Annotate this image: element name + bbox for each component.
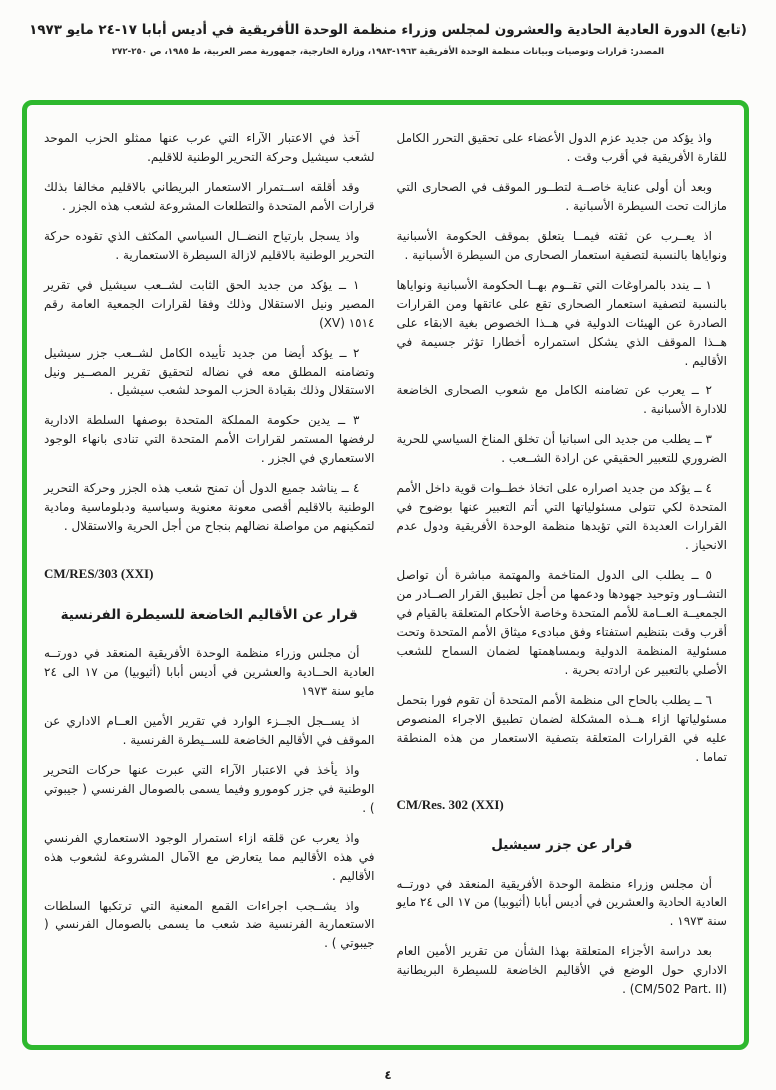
column-right [397,129,728,1027]
paragraph-numbered-4: ٤ ــ يناشد جميع الدول أن تمنح شعب هذه الجزر وحركة التحرير الوطنية بالاقليم أقصى معونة معنوية وسياسية ودبلوماسية ومادية لتمكينهم من مواصلة نضالهم بنجاح من أجل الحرية والاستقلال . [44,481,375,534]
paragraph: وبعد أن أولى عناية خاصــة لتطــور الموقف في الصحارى التي مازالت تحت السيطرة الأسبانية . [396,179,727,213]
paragraph: اذ يســجل الجــزء الوارد في تقرير الأمين العــام الاداري عن الموقف في الأقاليم الخاضعة للســيطرة الفرنسية . [44,713,375,747]
content-border-box [22,100,749,1050]
paragraph-numbered-5: ٥ ــ يطلب الى الدول المتاخمة والمهتمة مباشرة أن تواصل التشــاور وتوحيد جهودها ودعمها من أجل تطبيق القرار الصــادر من الجمعيــة العــامة للأمم المتحدة وخاصة الأحكام المتعلقة بالقيام في أقرب وقت بتنظيم استفتاء وفق مبادىء ميثاق الأمم المتحدة وتحت مسئولية المنظمة الدولية وبمساهمتها لضمان السماح للشعب الأصلي بالتعبير عن ارادته بحرية . [396,568,727,677]
resolution-title-french-territories: قرار عن الأقاليم الخاضعة للسيطرة الفرنسية [60,606,358,623]
paragraph-numbered-6: ٦ ــ يطلب بالحاح الى منظمة الأمم المتحدة أن تقوم فورا بتحمل مسئولياتها ازاء هــذه المشكلة لضمان تطبيق الاجراء المنصوص عليه في القرارات المتعلقة بتصفية الاستعمار من هذه المنطقة تماما . [396,692,727,764]
document-title: (تابع) الدورة العادية الحادية والعشرون لمجلس وزراء منظمة الوحدة الأفريقية في أديس أبابا ١٧-٢٤ مايو ١٩٧٣ [29,22,747,38]
paragraph: آخذ في الاعتبار الآراء التي عرب عنها ممثلو الحزب الموحد لشعب سيشيل وحركة التحرير الوطنية للاقليم. [44,131,375,164]
paragraph: واذ يأخذ في الاعتبار الآراء التي عبرت عنها حركات التحرير الوطنية في جزر كومورو وفيما يسمى بالصومال الفرنسي ( جيبوتي ) . [44,762,375,815]
resolution-title-seychelles: قرار عن جزر سيشيل [491,837,633,854]
paragraph: اذ يعــرب عن ثقته فيمــا يتعلق بموقف الحكومة الأسبانية ونواياها بالنسبة لتصفية استعمار الصحارى من السيطرة الأسبانية . [396,228,727,262]
paragraph-numbered-4: ٤ ــ يؤكد من جديد اصراره على اتخاذ خطــوات قوية داخل الأمم المتحدة لكي تتولى مسئولياتها التي أتم التعبير عنها بوضوح في القرارات العديدة التي تؤيدها منظمة الوحدة الأفريقية ودول عدم الانحياز . [396,481,727,553]
paragraph: أن مجلس وزراء منظمة الوحدة الأفريقية المنعقد في دورتــه العادية الحــادية والعشرين في أديس أبابا (أثيوبيا) من ١٧ الى ٢٤ مايو سنة ١٩٧٣ [44,646,375,698]
resolution-code-302: CM/Res. 302 (XXI) [396,796,504,812]
paragraph-numbered-3: ٣ ــ يدين حكومة المملكة المتحدة بوصفها السلطة الادارية لرفضها المستمر لقرارات الأمم المتحدة التي تنادى بانهاء الوجود الاستعماري في الجزر . [44,413,375,466]
document-source-line: المصدر: قرارات وتوصيات وبيانات منظمة الوحدة الأفريقية ١٩٦٣-١٩٨٣، وزارة الخارجية، جمهورية مصر العربية، ط ١٩٨٥، ص ٢٥٠-٢٧٢ [111,47,665,57]
page-number: ٤ [384,1068,392,1082]
paragraph: واذ يعرب عن قلقه ازاء استمرار الوجود الاستعماري الفرنسي في هذه الأقاليم مما يتعارض مع الآمال المشروعة لشعوب هذه الأقاليم . [44,830,375,883]
paragraph-numbered-2: ٢ ــ يعرب عن تضامنه الكامل مع شعوب الصحارى الخاضعة للادارة الأسبانية . [396,383,727,417]
paragraph-numbered-1: ١ ــ يندد بالمراوغات التي تقــوم بهــا الحكومة الأسبانية ونواياها بالنسبة لتصفية استعمار الصحارى تقع على عاتقها ومن القرارات الصادرة عن الهيئات الدولية في هــذا الخصوص بغية الابقاء على هــذا الموقف الذي يشكل استمراره أخطارا تؤثر جسيمة في الأقاليم . [396,277,727,368]
paragraph-numbered-1: ١ ــ يؤكد من جديد الحق الثابت لشــعب سيشيل في تقرير المصير ونيل الاستقلال وذلك وفقا لقرارات الجمعية العامة رقم ١٥١٤ (XV) [44,277,375,330]
paragraph: واذ يشــجب اجراءات القمع المعنية التي ترتكبها السلطات الاستعمارية الفرنسية ضد شعب ما يسمى بالصومال الفرنسي ( جيبوتي ) . [44,898,375,951]
paragraph: واذ يؤكد من جديد عزم الدول الأعضاء على تحقيق التحرر الكامل للقارة الأفريقية في أقرب وقت . [396,131,727,164]
paragraph: أن مجلس وزراء منظمة الوحدة الأفريقية المنعقد في دورتــه العادية الحادية والعشرين في أديس أبابا (أثيوبيا) من ١٧ الى ٢٤ مايو سنة ١٩٧٣ . [396,876,728,929]
resolution-code-303: CM/RES/303 (XXI) [44,566,154,582]
paragraph-numbered-2: ٢ ــ يؤكد أيضا من جديد تأييده الكامل لشــعب جزر سيشيل وتضامنه المطلق معه في نضاله لتحقيق تقرير المصــير ونيل الاستقلال وذلك بقيادة الحزب الموحد لشعب سيشيل . [44,345,375,398]
document-header [28,22,748,57]
paragraph: واذ يسجل بارتياح النضــال السياسي المكثف الذي تقوده حركة التحرير الوطنية بالاقليم لازالة السيطرة الاستعمارية . [44,228,375,262]
paragraph: وقد أقلقه اســتمرار الاستعمار البريطاني بالاقليم مخالفا بذلك قرارات الأمم المتحدة والتطلعات المشروعة لشعب هذه الجزر . [44,179,375,213]
paragraph: بعد دراسة الأجزاء المتعلقة بهذا الشأن من تقرير الأمين العام الاداري حول الوضع في الأقاليم الخاضعة للسيطرة البريطانية (CM/502 Part. II) . [396,944,727,997]
paragraph-numbered-3: ٣ ــ يطلب من جديد الى اسبانيا أن تخلق المناخ السياسي للحرية الضروري للتعبير الحقيقي عن ارادة الشــعب . [396,432,727,466]
column-left [44,129,375,1027]
